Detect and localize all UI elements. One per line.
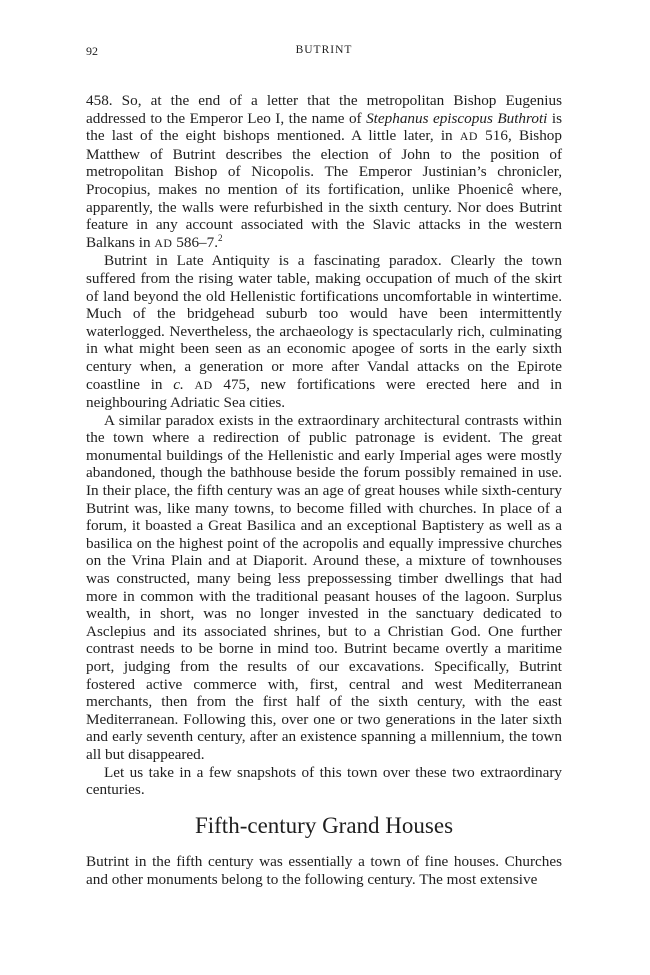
running-head — [86, 44, 562, 60]
section-heading: Fifth-century Grand Houses — [194, 813, 454, 838]
text-run: A similar paradox exists in the extraordinary architectural contrasts within the town where a redirection of public patronage is evident. The great monumental buildings of the Hellenistic and early Imperial ages were mostly abandoned, though the bathhouse beside the forum possibly remained in use. In their place, the fifth century was an age of great houses while sixth-century Butrint was, like many towns, to become filled with churches. In place of a forum, it boasted a Great Basilica and an exceptional Baptistery as well as a basilica on the highest point of the acropolis and equally impressive churches on the Vrina Plain and at Diaporit. Around these, a mixture of townhouses was constructed, many being less prepossessing timber dwellings that had more in common with the traditional peasant houses of the lagoon. Surplus wealth, in short, was no longer invested in the sanctuary dedicated to Asclepius and its associated shrines, but to a Christian God. One further contrast needs to be borne in mind too. Butrint became overtly a maritime port, judging from the results of our excavations. Specifically, Butrint fostered active commerce with, first, central and west Mediterranean merchants, then from the first half of the sixth century, with the east Mediterranean. Following this, over one or two generations in the later sixth and early seventh century, after an existence spanning a millennium, the town all but disappeared. — [86, 411, 562, 763]
page-number: 92 — [86, 44, 98, 58]
text-run: 475, new fortifications were erected here and in neighbouring Adriatic Sea cities. — [86, 375, 563, 412]
section-body — [86, 853, 562, 888]
italic-text: c. — [173, 375, 184, 393]
section-paragraph: Butrint in the fifth century was essentially a town of fine houses. Churches and other monuments belong to the following century. The most extensive — [86, 853, 562, 888]
text-run — [184, 376, 195, 393]
text-run: 458. So, at the end of a letter that the metropolitan Bishop Eugenius addressed to the Emperor Leo I, the name of — [86, 92, 562, 127]
running-title: BUTRINT — [295, 44, 353, 56]
paragraph — [86, 412, 562, 764]
text-run: 586–7. — [172, 233, 219, 251]
era-abbreviation: AD — [154, 235, 173, 250]
italic-text: Stephanus episcopus Buthroti — [366, 109, 548, 127]
body-text — [86, 92, 562, 799]
text-run: is the last of the eight bishops mentioned. A little later, in — [86, 109, 562, 145]
paragraph — [86, 252, 562, 411]
text-run: 516, Bishop Matthew of Butrint describes the election of John to the position of metropolitan Bishop of Nicopolis. The Emperor Justinian’s chronicler, Procopius, makes no mention of its fortification, unlike Phoenicê where, apparently, the walls were refurbished in the sixth century. Nor does Butrint feature in any account associated with the Slavic attacks in the western Balkans in — [86, 127, 562, 251]
era-abbreviation: AD — [194, 377, 213, 392]
paragraph — [86, 92, 562, 252]
paragraph — [86, 764, 562, 799]
era-abbreviation: AD — [459, 129, 478, 144]
text-run: Let us take in a few snapshots of this town over these two extraordinary centuries. — [86, 763, 562, 799]
footnote-ref: 2 — [218, 232, 223, 243]
text-run: Butrint in Late Antiquity is a fascinating paradox. Clearly the town suffered from the rising water table, making occupation of much of the skirt of land beyond the old Hellenistic fortifications uncomfortable in wintertime. Much of the bridgehead suburb too would have been intermittently waterlogged. Nevertheless, the archaeology is spectacularly rich, culminating in what might been seen as an economic apogee of sorts in the early sixth century when, a generation or more after Vandal attacks on the Epirote coastline in — [86, 252, 562, 393]
